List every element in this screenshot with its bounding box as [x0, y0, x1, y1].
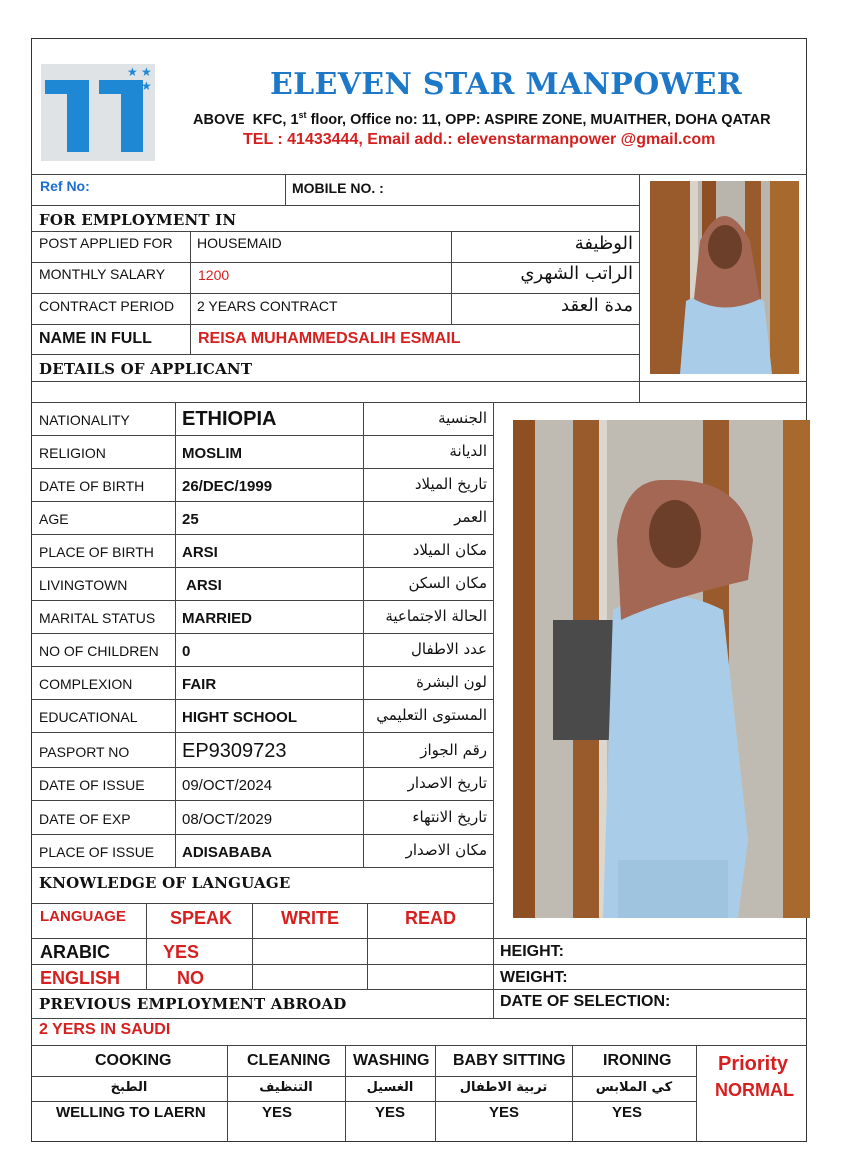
skill-baby-sitting: BABY SITTING [453, 1052, 566, 1069]
detail-label: DATE OF ISSUE [39, 777, 145, 793]
details-section-title: DETAILS OF APPLICANT [39, 360, 253, 378]
employment-section-title: FOR EMPLOYMENT IN [39, 211, 237, 229]
english-language: ENGLISH [40, 968, 121, 988]
detail-label: NATIONALITY [39, 412, 130, 428]
detail-arabic: مكان الميلاد [412, 541, 487, 559]
detail-label: NO OF CHILDREN [39, 643, 159, 659]
detail-row-line [31, 834, 493, 835]
skill-ironing-arabic: كي الملابس [595, 1080, 673, 1095]
arabic-language: ARABIC [40, 942, 110, 962]
detail-arabic: مكان السكن [408, 574, 487, 592]
svg-text:★: ★ [127, 65, 138, 79]
skill-cleaning: CLEANING [247, 1052, 331, 1069]
detail-value: 09/OCT/2024 [182, 777, 273, 794]
detail-arabic: عدد الاطفال [411, 640, 487, 658]
monthly-salary-label: MONTHLY SALARY [39, 266, 166, 282]
skill-washing: WASHING [353, 1052, 430, 1069]
read-header: READ [405, 908, 457, 928]
detail-label: LIVINGTOWN [39, 577, 128, 593]
write-header: WRITE [281, 908, 339, 928]
detail-row-line [31, 534, 493, 535]
detail-value: 0 [182, 643, 191, 660]
detail-value: ARSI [186, 577, 222, 594]
company-contact: TEL : 41433444, Email add.: elevenstarmanpower @gmail.com [243, 131, 716, 148]
detail-label: COMPLEXION [39, 676, 133, 692]
full-name-label: NAME IN FULL [39, 330, 152, 347]
detail-label: RELIGION [39, 445, 106, 461]
post-applied-arabic: الوظيفة [574, 233, 633, 254]
skill-washing-arabic: الغسيل [366, 1080, 414, 1095]
detail-row-line [31, 666, 493, 667]
svg-text:★: ★ [141, 65, 152, 79]
skill-cooking-arabic: الطبخ [110, 1080, 148, 1095]
previous-employment-value: 2 YERS IN SAUDI [39, 1021, 171, 1038]
mobile-no-label: MOBILE NO. : [292, 180, 384, 196]
speak-header: SPEAK [170, 908, 233, 928]
detail-arabic: العمر [454, 508, 487, 526]
language-header: LANGUAGE [40, 908, 126, 925]
detail-row-line [31, 800, 493, 801]
detail-value: 25 [182, 511, 199, 528]
detail-value: EP9309723 [182, 740, 287, 762]
detail-label: DATE OF EXP [39, 811, 131, 827]
english-speak: NO [177, 968, 204, 988]
detail-row-line [31, 699, 493, 700]
previous-employment-title: PREVIOUS EMPLOYMENT ABROAD [39, 995, 347, 1013]
skill-washing-value: YES [375, 1104, 406, 1121]
detail-label: AGE [39, 511, 69, 527]
ref-no-label: Ref No: [40, 178, 90, 194]
applicant-photo-small [650, 181, 799, 374]
arabic-speak: YES [163, 942, 200, 962]
language-section-title: KNOWLEDGE OF LANGUAGE [39, 874, 291, 892]
detail-row-line [31, 732, 493, 733]
detail-label: PLACE OF ISSUE [39, 844, 155, 860]
detail-row-line [31, 468, 493, 469]
detail-value: ADISABABA [182, 844, 272, 861]
detail-row-line [31, 867, 493, 868]
detail-label: DATE OF BIRTH [39, 478, 145, 494]
detail-label: EDUCATIONAL [39, 709, 138, 725]
detail-row-line [31, 501, 493, 502]
detail-value: 26/DEC/1999 [182, 478, 273, 495]
detail-value: ARSI [182, 544, 218, 561]
skill-cooking-value: WELLING TO LAERN [56, 1104, 206, 1121]
detail-arabic: الجنسية [438, 409, 487, 427]
detail-label: PASPORT NO [39, 744, 130, 760]
detail-arabic: تاريخ الاصدار [407, 774, 487, 792]
contract-period-label: CONTRACT PERIOD [39, 298, 175, 314]
contract-period-value: 2 YEARS CONTRACT [197, 298, 338, 314]
monthly-salary-value: 1200 [198, 267, 230, 283]
detail-label: PLACE OF BIRTH [39, 544, 154, 560]
date-of-selection-label: DATE OF SELECTION: [500, 993, 671, 1010]
priority-label: Priority [718, 1053, 789, 1075]
skill-baby-sitting-value: YES [489, 1104, 520, 1121]
detail-value: ETHIOPIA [182, 408, 277, 430]
detail-label: MARITAL STATUS [39, 610, 156, 626]
priority-value: NORMAL [715, 1080, 794, 1100]
applicant-photo-large [513, 420, 810, 918]
detail-value: 08/OCT/2029 [182, 811, 273, 828]
height-label: HEIGHT: [500, 943, 564, 960]
detail-arabic: تاريخ الانتهاء [412, 808, 487, 826]
detail-arabic: رقم الجواز [420, 741, 487, 759]
company-address: ABOVE KFC, 1st floor, Office no: 11, OPP: ASPIRE ZONE, MUAITHER, DOHA QATAR [193, 110, 771, 128]
detail-arabic: تاريخ الميلاد [414, 475, 487, 493]
detail-row-line [31, 567, 493, 568]
skill-cooking: COOKING [95, 1052, 172, 1069]
detail-row-line [31, 600, 493, 601]
detail-arabic: المستوى التعليمي [376, 706, 487, 724]
detail-row-line [31, 435, 493, 436]
detail-arabic: الديانة [449, 442, 487, 460]
details-col-divider [175, 402, 176, 867]
detail-value: MARRIED [182, 610, 252, 627]
weight-label: WEIGHT: [500, 969, 568, 986]
skill-cleaning-arabic: التنظيف [259, 1080, 313, 1095]
monthly-salary-arabic: الراتب الشهري [520, 263, 633, 284]
details-col-divider [493, 402, 494, 903]
detail-value: HIGHT SCHOOL [182, 709, 297, 726]
contract-period-arabic: مدة العقد [561, 295, 633, 316]
detail-row-line [31, 767, 493, 768]
full-name-value: REISA MUHAMMEDSALIH ESMAIL [198, 330, 461, 347]
detail-value: FAIR [182, 676, 217, 693]
skill-baby-sitting-arabic: تربية الاطفال [459, 1080, 548, 1095]
detail-row-line [31, 633, 493, 634]
skill-ironing: IRONING [603, 1052, 672, 1069]
details-col-divider [363, 402, 364, 867]
post-applied-label: POST APPLIED FOR [39, 235, 173, 251]
detail-arabic: مكان الاصدار [405, 841, 487, 859]
detail-arabic: الحالة الاجتماعية [385, 607, 487, 625]
svg-text:★: ★ [141, 79, 152, 93]
skill-cleaning-value: YES [262, 1104, 293, 1121]
detail-value: MOSLIM [182, 445, 242, 462]
post-applied-value: HOUSEMAID [197, 235, 282, 251]
company-name: ELEVEN STAR MANPOWER [270, 67, 742, 102]
detail-arabic: لون البشرة [416, 673, 487, 691]
skill-ironing-value: YES [612, 1104, 643, 1121]
company-logo [41, 64, 155, 161]
